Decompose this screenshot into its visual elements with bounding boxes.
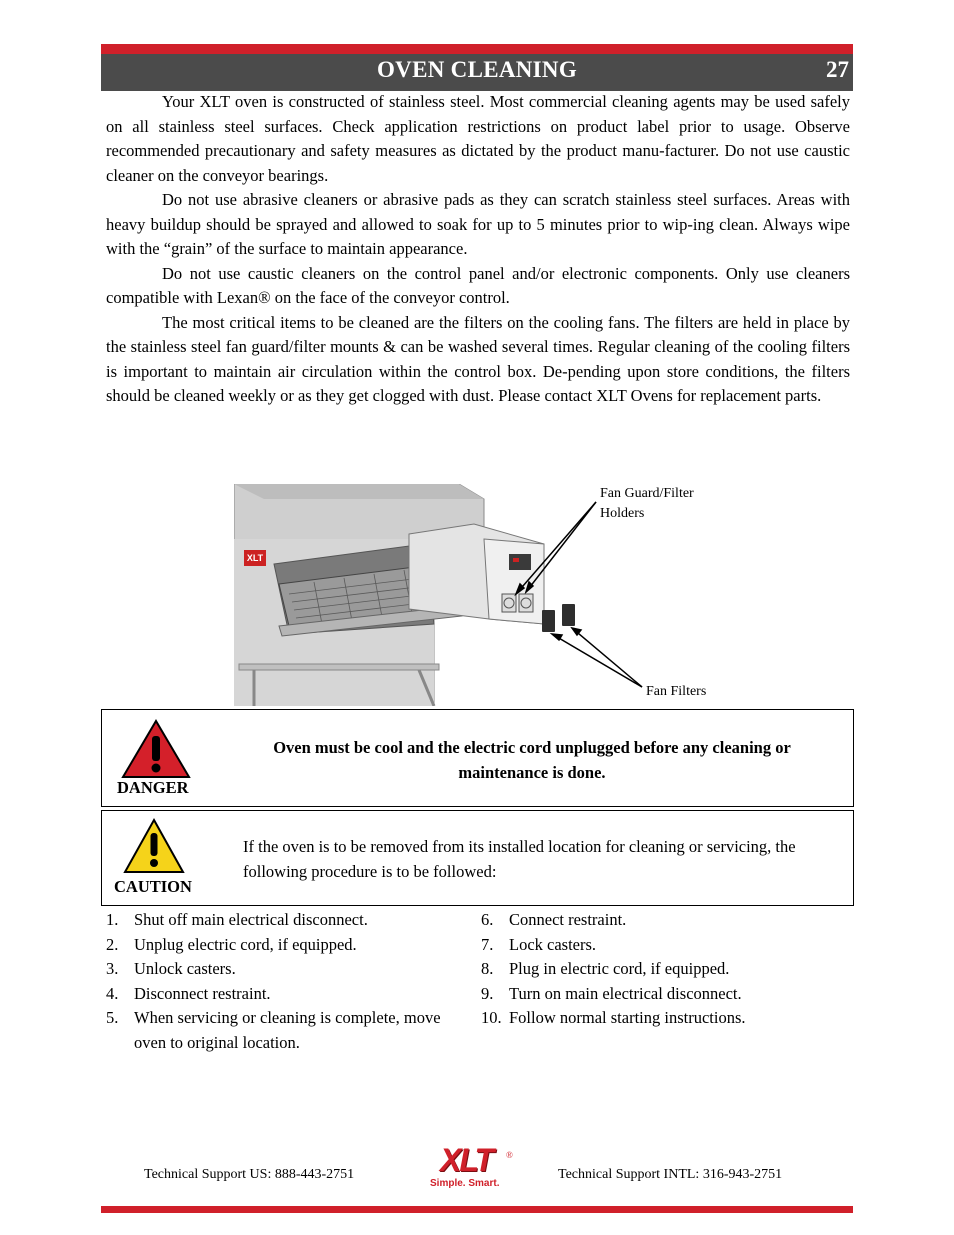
- oven-illustration: [234, 484, 724, 706]
- logo-registered: ®: [506, 1150, 513, 1160]
- list-item: 4. Disconnect restraint.: [106, 983, 271, 1003]
- fan-filter-2: [562, 604, 575, 626]
- paragraph-2: Do not use abrasive cleaners or abrasive pads as they can scratch stainless steel surfaces. Areas with heavy buildup should be sprayed and allowed to soak for up to 5 minutes prior to wip-ing clean. Always wipe with the “grain” of the surface to maintain appearance.: [106, 190, 850, 258]
- danger-label: DANGER: [117, 778, 189, 797]
- caution-box: [101, 810, 854, 906]
- danger-warning-icon: [120, 718, 192, 780]
- callout-fan-filters: Fan Filters: [646, 684, 707, 699]
- list-item: 8. Plug in electric cord, if equipped.: [481, 959, 730, 978]
- paragraph-4: The most critical items to be cleaned are the filters on the cooling fans. The filters are held in place by the stainless steel fan guard/filter mounts & can be washed several times. Regular cleaning of the cooling filters is important to maintain air circulation within the control box. De-pending upon store conditions, the filters should be cleaned weekly or as they get clogged with dust. Please contact XLT Ovens for replacement parts.: [106, 312, 850, 405]
- xlt-logo: [430, 1142, 530, 1192]
- list-item: 2. Unplug electric cord, if equipped.: [106, 934, 357, 954]
- caution-warning-icon: [122, 817, 186, 875]
- logo-tagline: Simple. Smart.: [430, 1178, 500, 1189]
- danger-message: Oven must be cool and the electric cord unplugged before any cleaning or maintenance is done.: [273, 738, 791, 782]
- oven-figure: [234, 484, 724, 706]
- danger-box: [101, 709, 854, 807]
- list-item: 1. Shut off main electrical disconnect.: [106, 910, 368, 929]
- callout-fan-guard-line2: Holders: [600, 506, 645, 521]
- steps-list-right: [481, 908, 851, 1031]
- page-title: OVEN CLEANING: [376, 57, 578, 82]
- list-item: 6. Connect restraint.: [481, 910, 627, 929]
- page-number: 27: [826, 57, 849, 82]
- header-red-bar: [101, 44, 853, 54]
- list-item: 7. Lock casters.: [481, 934, 597, 954]
- page-header: [101, 44, 853, 91]
- logo-text: XLT: [440, 1142, 493, 1178]
- list-item: 10. Follow normal starting instructions.: [481, 1008, 746, 1027]
- support-us: Technical Support US: 888-443-2751: [144, 1167, 355, 1182]
- caution-label: CAUTION: [114, 877, 192, 896]
- steps-list-left: [106, 908, 456, 1055]
- fan-filter-1: [542, 610, 555, 632]
- footer-red-bar: [101, 1206, 853, 1213]
- callout-fan-guard-line1: Fan Guard/Filter: [600, 486, 694, 501]
- oven-badge: XLT: [244, 550, 266, 566]
- paragraph-1: Your XLT oven is constructed of stainless steel. Most commercial cleaning agents may be used safely on all stainless steel surfaces. Check application restrictions on product label prior to usage. Observe recommended precautionary and safety measures as dictated by the product manu-facturer. Do not use caustic cleaner on the conveyor bearings.: [106, 92, 850, 185]
- paragraph-3: Do not use caustic cleaners on the control panel and/or electronic components. Only use cleaners compatible with Lexan® on the face of the conveyor control.: [106, 263, 850, 307]
- support-intl: Technical Support INTL: 316-943-2751: [558, 1167, 783, 1182]
- body-text: [106, 90, 850, 409]
- list-item: 3. Unlock casters.: [106, 959, 236, 978]
- caution-message: If the oven is to be removed from its installed location for cleaning or servicing, the following procedure is to be followed:: [243, 837, 796, 881]
- list-item: 5. When servicing or cleaning is complete, move oven to original location.: [106, 1008, 441, 1052]
- list-item: 9. Turn on main electrical disconnect.: [481, 983, 742, 1003]
